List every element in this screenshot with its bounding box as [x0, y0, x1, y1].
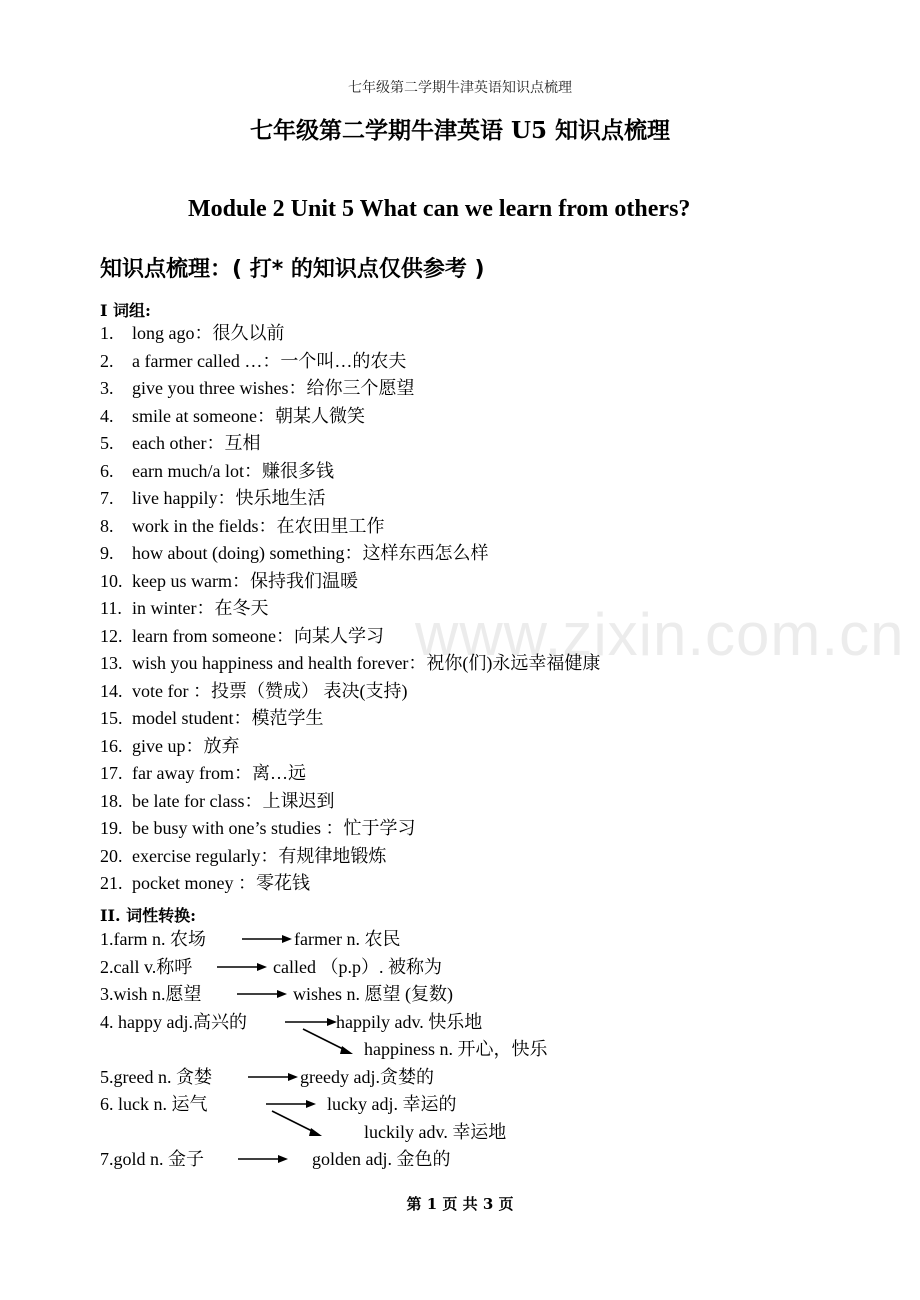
- phrase-number: 16.: [100, 735, 123, 756]
- phrase-number: 7.: [100, 488, 114, 508]
- phrase-text: give up：放弃: [132, 735, 240, 756]
- conversion-source: 2.call v.称呼: [100, 956, 193, 977]
- phrase-text: exercise regularly：有规律地锻炼: [132, 845, 387, 866]
- phrase-number: 8.: [100, 515, 114, 536]
- conversion-source: 3.wish n.愿望: [100, 984, 202, 1004]
- phrase-number: 13.: [100, 653, 123, 673]
- conversion-row: [100, 1091, 820, 1146]
- arrow-right-icon: [242, 932, 292, 946]
- phrase-number: 10.: [100, 570, 123, 591]
- phrase-text: each other：互相: [132, 433, 261, 453]
- phrase-number: 20.: [100, 845, 123, 866]
- phrase-text: how about (doing) something：这样东西怎么样: [132, 543, 489, 563]
- phrase-text: be busy with one’s studies ：忙于学习: [132, 818, 416, 838]
- phrase-item: [100, 623, 800, 651]
- phrase-item: [100, 733, 800, 761]
- phrase-text: work in the fields：在农田里工作: [132, 515, 385, 536]
- phrase-item: [100, 458, 800, 486]
- phrase-text: keep us warm：保持我们温暖: [132, 570, 358, 591]
- document-title: 七年级第二学期牛津英语 U5 知识点梳理: [249, 117, 671, 144]
- phrase-item: [100, 375, 800, 403]
- phrase-item: [100, 788, 800, 816]
- module-title: Module 2 Unit 5 What can we learn from others?: [188, 196, 691, 222]
- conversion-row: [100, 926, 820, 953]
- phrase-text: far away from：离…远: [132, 763, 306, 783]
- conversion-row: [100, 1009, 820, 1064]
- phrase-text: a farmer called …：一个叫…的农夫: [132, 350, 407, 371]
- phrase-item: [100, 815, 800, 843]
- conversion-row: [100, 1146, 820, 1173]
- phrase-number: 18.: [100, 790, 123, 811]
- conversion-source: 1.farm n. 农场: [100, 929, 206, 949]
- phrase-item: [100, 650, 800, 678]
- phrase-item: [100, 843, 800, 871]
- conversion-target: lucky adj. 幸运的: [327, 1094, 457, 1114]
- phrase-item: [100, 485, 800, 513]
- watermark: www.zixin.com.cn: [415, 601, 905, 668]
- conversion-target-secondary: happiness n. 开心，快乐: [364, 1039, 548, 1059]
- phrase-list: [100, 320, 800, 898]
- running-header: 七年级第二学期牛津英语知识点梳理: [348, 80, 572, 96]
- phrase-text: vote for ：投票（赞成） 表决(支持): [132, 680, 408, 701]
- phrase-item: [100, 678, 800, 706]
- phrase-item: [100, 430, 800, 458]
- conversion-target: happily adv. 快乐地: [336, 1011, 483, 1032]
- phrase-number: 3.: [100, 378, 114, 398]
- conversion-row: [100, 981, 820, 1008]
- phrase-item: [100, 760, 800, 788]
- phrase-text: in winter：在冬天: [132, 598, 269, 618]
- phrase-number: 2.: [100, 350, 114, 371]
- phrase-text: wish you happiness and health forever：祝你(们)永远幸福健康: [132, 653, 601, 673]
- phrase-number: 19.: [100, 818, 123, 838]
- phrase-number: 15.: [100, 708, 123, 728]
- page-footer: 第 1 页 共 3 页: [406, 1195, 514, 1213]
- phrase-text: pocket money ：零花钱: [132, 873, 310, 893]
- arrow-right-icon: [217, 960, 267, 974]
- phrase-text: long ago：很久以前: [132, 323, 285, 343]
- phrase-item: [100, 568, 800, 596]
- conversion-target: golden adj. 金色的: [312, 1149, 451, 1169]
- arrow-down-right-icon: [272, 1109, 324, 1139]
- phrase-item: [100, 513, 800, 541]
- conversion-source: 6. luck n. 运气: [100, 1094, 208, 1114]
- phrase-number: 12.: [100, 625, 123, 646]
- phrase-number: 5.: [100, 433, 114, 453]
- conversion-target-secondary: luckily adv. 幸运地: [364, 1121, 507, 1142]
- section-heading: 知识点梳理：( 打* 的知识点仅供参考 ): [100, 257, 485, 282]
- phrase-number: 17.: [100, 763, 123, 783]
- phrase-item: [100, 540, 800, 568]
- conversion-source: 5.greed n. 贪婪: [100, 1066, 212, 1087]
- phrase-item: [100, 595, 800, 623]
- conversion-source: 7.gold n. 金子: [100, 1149, 205, 1169]
- phrase-item: [100, 348, 800, 376]
- phrase-text: live happily：快乐地生活: [132, 488, 326, 508]
- conversions-heading: II. 词性转换:: [100, 906, 197, 925]
- conversion-target: farmer n. 农民: [294, 929, 401, 949]
- conversion-row: [100, 1064, 820, 1091]
- arrow-down-right-icon: [303, 1027, 355, 1057]
- phrase-text: give you three wishes：给你三个愿望: [132, 378, 415, 398]
- arrow-right-icon: [237, 987, 287, 1001]
- phrase-number: 1.: [100, 323, 114, 343]
- phrase-item: [100, 403, 800, 431]
- phrase-text: learn from someone：向某人学习: [132, 625, 384, 646]
- phrase-number: 14.: [100, 680, 123, 701]
- conversion-target: greedy adj.贪婪的: [300, 1066, 434, 1087]
- conversion-target: wishes n. 愿望 (复数): [293, 984, 453, 1004]
- phrase-number: 9.: [100, 543, 114, 563]
- arrow-right-icon: [238, 1152, 288, 1166]
- phrase-number: 11.: [100, 598, 122, 618]
- phrases-heading: I 词组:: [100, 301, 151, 320]
- phrase-text: model student：模范学生: [132, 708, 324, 728]
- phrase-item: [100, 705, 800, 733]
- phrase-text: earn much/a lot：赚很多钱: [132, 460, 334, 481]
- phrase-item: [100, 870, 800, 898]
- phrase-number: 21.: [100, 873, 123, 893]
- conversion-row: [100, 954, 820, 981]
- phrase-number: 4.: [100, 405, 114, 426]
- phrase-text: smile at someone：朝某人微笑: [132, 405, 365, 426]
- phrase-item: [100, 320, 800, 348]
- arrow-right-icon: [248, 1070, 298, 1084]
- phrase-text: be late for class：上课迟到: [132, 790, 335, 811]
- conversion-target: called （p.p）. 被称为: [273, 956, 442, 977]
- conversion-source: 4. happy adj.高兴的: [100, 1011, 247, 1032]
- phrase-number: 6.: [100, 460, 114, 481]
